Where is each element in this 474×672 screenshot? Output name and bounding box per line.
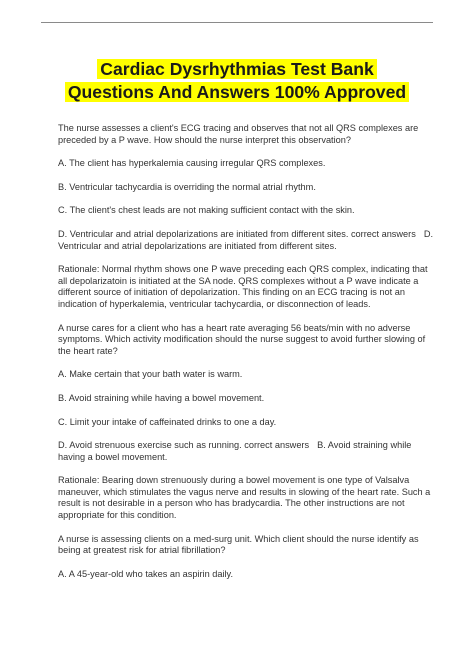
question-1-option-a: A. The client has hyperkalemia causing irregular QRS complexes. bbox=[58, 158, 326, 169]
question-3-stem: A nurse is assessing clients on a med-surg unit. Which client should the nurse identify as being at greatest risk for atrial fibrillation? bbox=[58, 533, 419, 556]
question-2-stem: A nurse cares for a client who has a heart rate averaging 56 beats/min with no adverse symptoms. Which activity modification should the nurse suggest to avoid further slowing of the heart rate? bbox=[58, 322, 426, 356]
top-rule bbox=[41, 22, 433, 23]
question-1-stem: The nurse assesses a client's ECG tracing and observes that not all QRS complexes are preceded by a P wave. How should the nurse interpret this observation? bbox=[58, 123, 419, 145]
question-2-option-d bbox=[58, 440, 434, 463]
question-3-option-a: A. A 45-year-old who takes an aspirin daily. bbox=[58, 568, 233, 579]
question-2-option-a: A. Make certain that your bath water is warm. bbox=[58, 369, 243, 380]
question-1-correct-answer: D. Ventricular and atrial depolarizations are initiated from different sites. bbox=[58, 228, 433, 251]
document-title-block bbox=[55, 58, 419, 104]
question-1-option-b: B. Ventricular tachycardia is overriding the normal atrial rhythm. bbox=[58, 181, 316, 192]
question-2-option-d-text: D. Avoid strenuous exercise such as running. correct answers bbox=[58, 440, 310, 451]
question-1-option-c: C. The client's chest leads are not making sufficient contact with the skin. bbox=[58, 205, 355, 216]
question-2-option-c: C. Limit your intake of caffeinated drinks to one a day. bbox=[58, 416, 277, 427]
question-2-correct-answer: B. Avoid straining while having a bowel movement. bbox=[58, 440, 412, 462]
question-1-option-d-text: D. Ventricular and atrial depolarizations are initiated from different sites. correct answers bbox=[58, 228, 416, 239]
document-title: Cardiac Dysrhythmias Test Bank Questions And Answers 100% Approved bbox=[65, 59, 409, 102]
question-1-rationale: Rationale: Normal rhythm shows one P wave preceding each QRS complex, indicating that all depolarizatoin is initiated at the SA node. QRS complexes without a P wave indicate a different source of initiation of depolarization. This finding on an ECG tracing is not an indication of hyperkalemia, ventricular tachycardia, or disconnection of leads. bbox=[58, 264, 428, 309]
question-2-option-b: B. Avoid straining while having a bowel movement. bbox=[58, 392, 265, 403]
question-1-option-d bbox=[58, 229, 434, 252]
document-body bbox=[58, 123, 434, 592]
question-2-rationale: Rationale: Bearing down strenuously during a bowel movement is one type of Valsalva maneuver, which stimulates the vagus nerve and results in slowing of the heart rate. Such a result is not desirable in a person who has bradycardia. The other instructions are not appropriate for this condition. bbox=[58, 475, 431, 521]
